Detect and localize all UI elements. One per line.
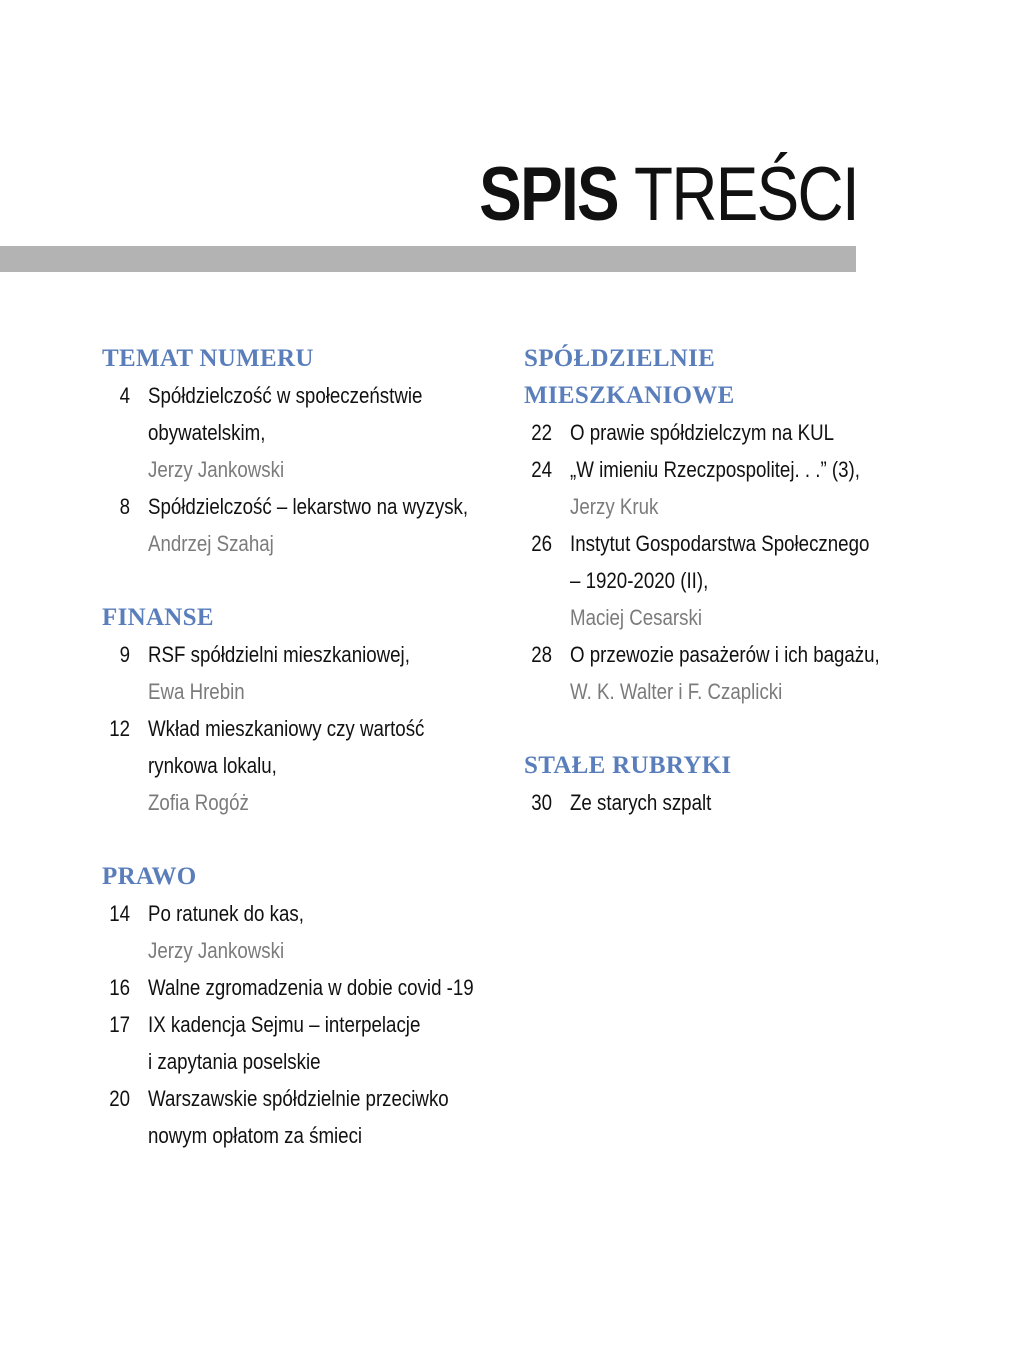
entry-title-line: i zapytania poselskie	[148, 1049, 321, 1074]
toc-entry[interactable]	[524, 636, 884, 710]
toc-entry[interactable]	[102, 488, 502, 562]
entry-title-line: – 1920-2020 (II),	[570, 568, 709, 593]
entry-title-line: nowym opłatom za śmieci	[148, 1123, 363, 1148]
toc-section	[524, 747, 884, 821]
toc-section	[102, 340, 502, 562]
toc-section	[102, 858, 502, 1154]
entry-body	[570, 451, 911, 525]
entry-body	[570, 525, 922, 636]
page-number: 26	[531, 531, 552, 556]
entry-body	[148, 636, 502, 710]
toc-entry[interactable]	[524, 784, 884, 821]
toc-column-left	[102, 340, 502, 1191]
toc-entry[interactable]	[102, 895, 502, 969]
entry-author: Jerzy Jankowski	[148, 457, 285, 482]
entry-title-line: Spółdzielczość – lekarstwo na wyzysk,	[148, 494, 469, 519]
section-heading-line: STAŁE RUBRYKI	[524, 752, 732, 779]
entry-body	[148, 1006, 502, 1080]
toc-entry[interactable]	[524, 451, 884, 525]
entry-author: Ewa Hrebin	[148, 679, 245, 704]
entry-author: Zofia Rogóż	[148, 790, 249, 815]
entry-body	[148, 488, 525, 562]
page-number: 22	[531, 420, 552, 445]
entry-title-line: Ze starych szpalt	[570, 790, 712, 815]
section-heading: TEMAT NUMERU	[102, 345, 314, 372]
entry-body	[148, 969, 531, 1006]
toc-entry[interactable]	[102, 636, 502, 710]
entry-body	[148, 710, 502, 821]
entry-body	[148, 895, 502, 969]
entry-body	[570, 784, 884, 821]
toc-entry[interactable]	[102, 969, 502, 1006]
section-heading: FINANSE	[102, 604, 214, 631]
toc-section	[102, 599, 502, 821]
page-number: 17	[109, 1012, 130, 1037]
entry-title-line: RSF spółdzielni mieszkaniowej,	[148, 642, 410, 667]
entry-title-line: Spółdzielczość w społeczeństwie	[148, 383, 423, 408]
entry-body	[570, 414, 884, 451]
entry-author: Maciej Cesarski	[570, 605, 702, 630]
entry-author: Jerzy Jankowski	[148, 938, 285, 963]
page-number: 24	[531, 457, 552, 482]
toc-section	[524, 340, 884, 710]
section-heading-line: MIESZKANIOWE	[524, 382, 735, 409]
page-number: 9	[119, 642, 130, 667]
entry-title-line: obywatelskim,	[148, 420, 266, 445]
section-heading: PRAWO	[102, 863, 197, 890]
page-number: 30	[531, 790, 552, 815]
toc-entry[interactable]	[102, 1006, 502, 1080]
entry-title-line: Walne zgromadzenia w dobie covid -19	[148, 975, 474, 1000]
toc-column-right	[524, 340, 884, 858]
toc-entry[interactable]	[524, 414, 884, 451]
entry-body	[570, 636, 934, 710]
entry-title-line: Wkład mieszkaniowy czy wartość	[148, 716, 425, 741]
entry-title-line: O przewozie pasażerów i ich bagażu,	[570, 642, 880, 667]
header-divider-bar	[0, 246, 856, 272]
entry-author: W. K. Walter i F. Czaplicki	[570, 679, 783, 704]
entry-title-line: „W imieniu Rzeczpospolitej. . .” (3),	[570, 457, 860, 482]
toc-entry[interactable]	[102, 377, 502, 488]
toc-entry[interactable]	[102, 710, 502, 821]
toc-entry[interactable]	[102, 1080, 502, 1154]
page-number: 14	[109, 901, 130, 926]
section-heading-line: SPÓŁDZIELNIE	[524, 345, 716, 372]
entry-title-line: IX kadencja Sejmu – interpelacje	[148, 1012, 421, 1037]
entry-body	[148, 377, 502, 488]
title-bold: SPIS	[479, 152, 618, 237]
entry-title-line: Po ratunek do kas,	[148, 901, 304, 926]
entry-author: Andrzej Szahaj	[148, 531, 274, 556]
entry-title-line: Instytut Gospodarstwa Społecznego	[570, 531, 870, 556]
entry-title-line: rynkowa lokalu,	[148, 753, 277, 778]
toc-entry[interactable]	[524, 525, 884, 636]
page-number: 28	[531, 642, 552, 667]
page-number: 20	[109, 1086, 130, 1111]
page-number: 8	[119, 494, 130, 519]
entry-author: Jerzy Kruk	[570, 494, 659, 519]
page-title	[479, 150, 858, 240]
section-heading	[524, 340, 884, 414]
page-number: 4	[119, 383, 130, 408]
page-number: 16	[109, 975, 130, 1000]
title-light: TREŚCI	[633, 152, 858, 237]
section-heading	[524, 747, 884, 784]
entry-title-line: O prawie spółdzielczym na KUL	[570, 420, 834, 445]
entry-body	[148, 1080, 502, 1154]
page-number: 12	[109, 716, 130, 741]
entry-title-line: Warszawskie spółdzielnie przeciwko	[148, 1086, 449, 1111]
